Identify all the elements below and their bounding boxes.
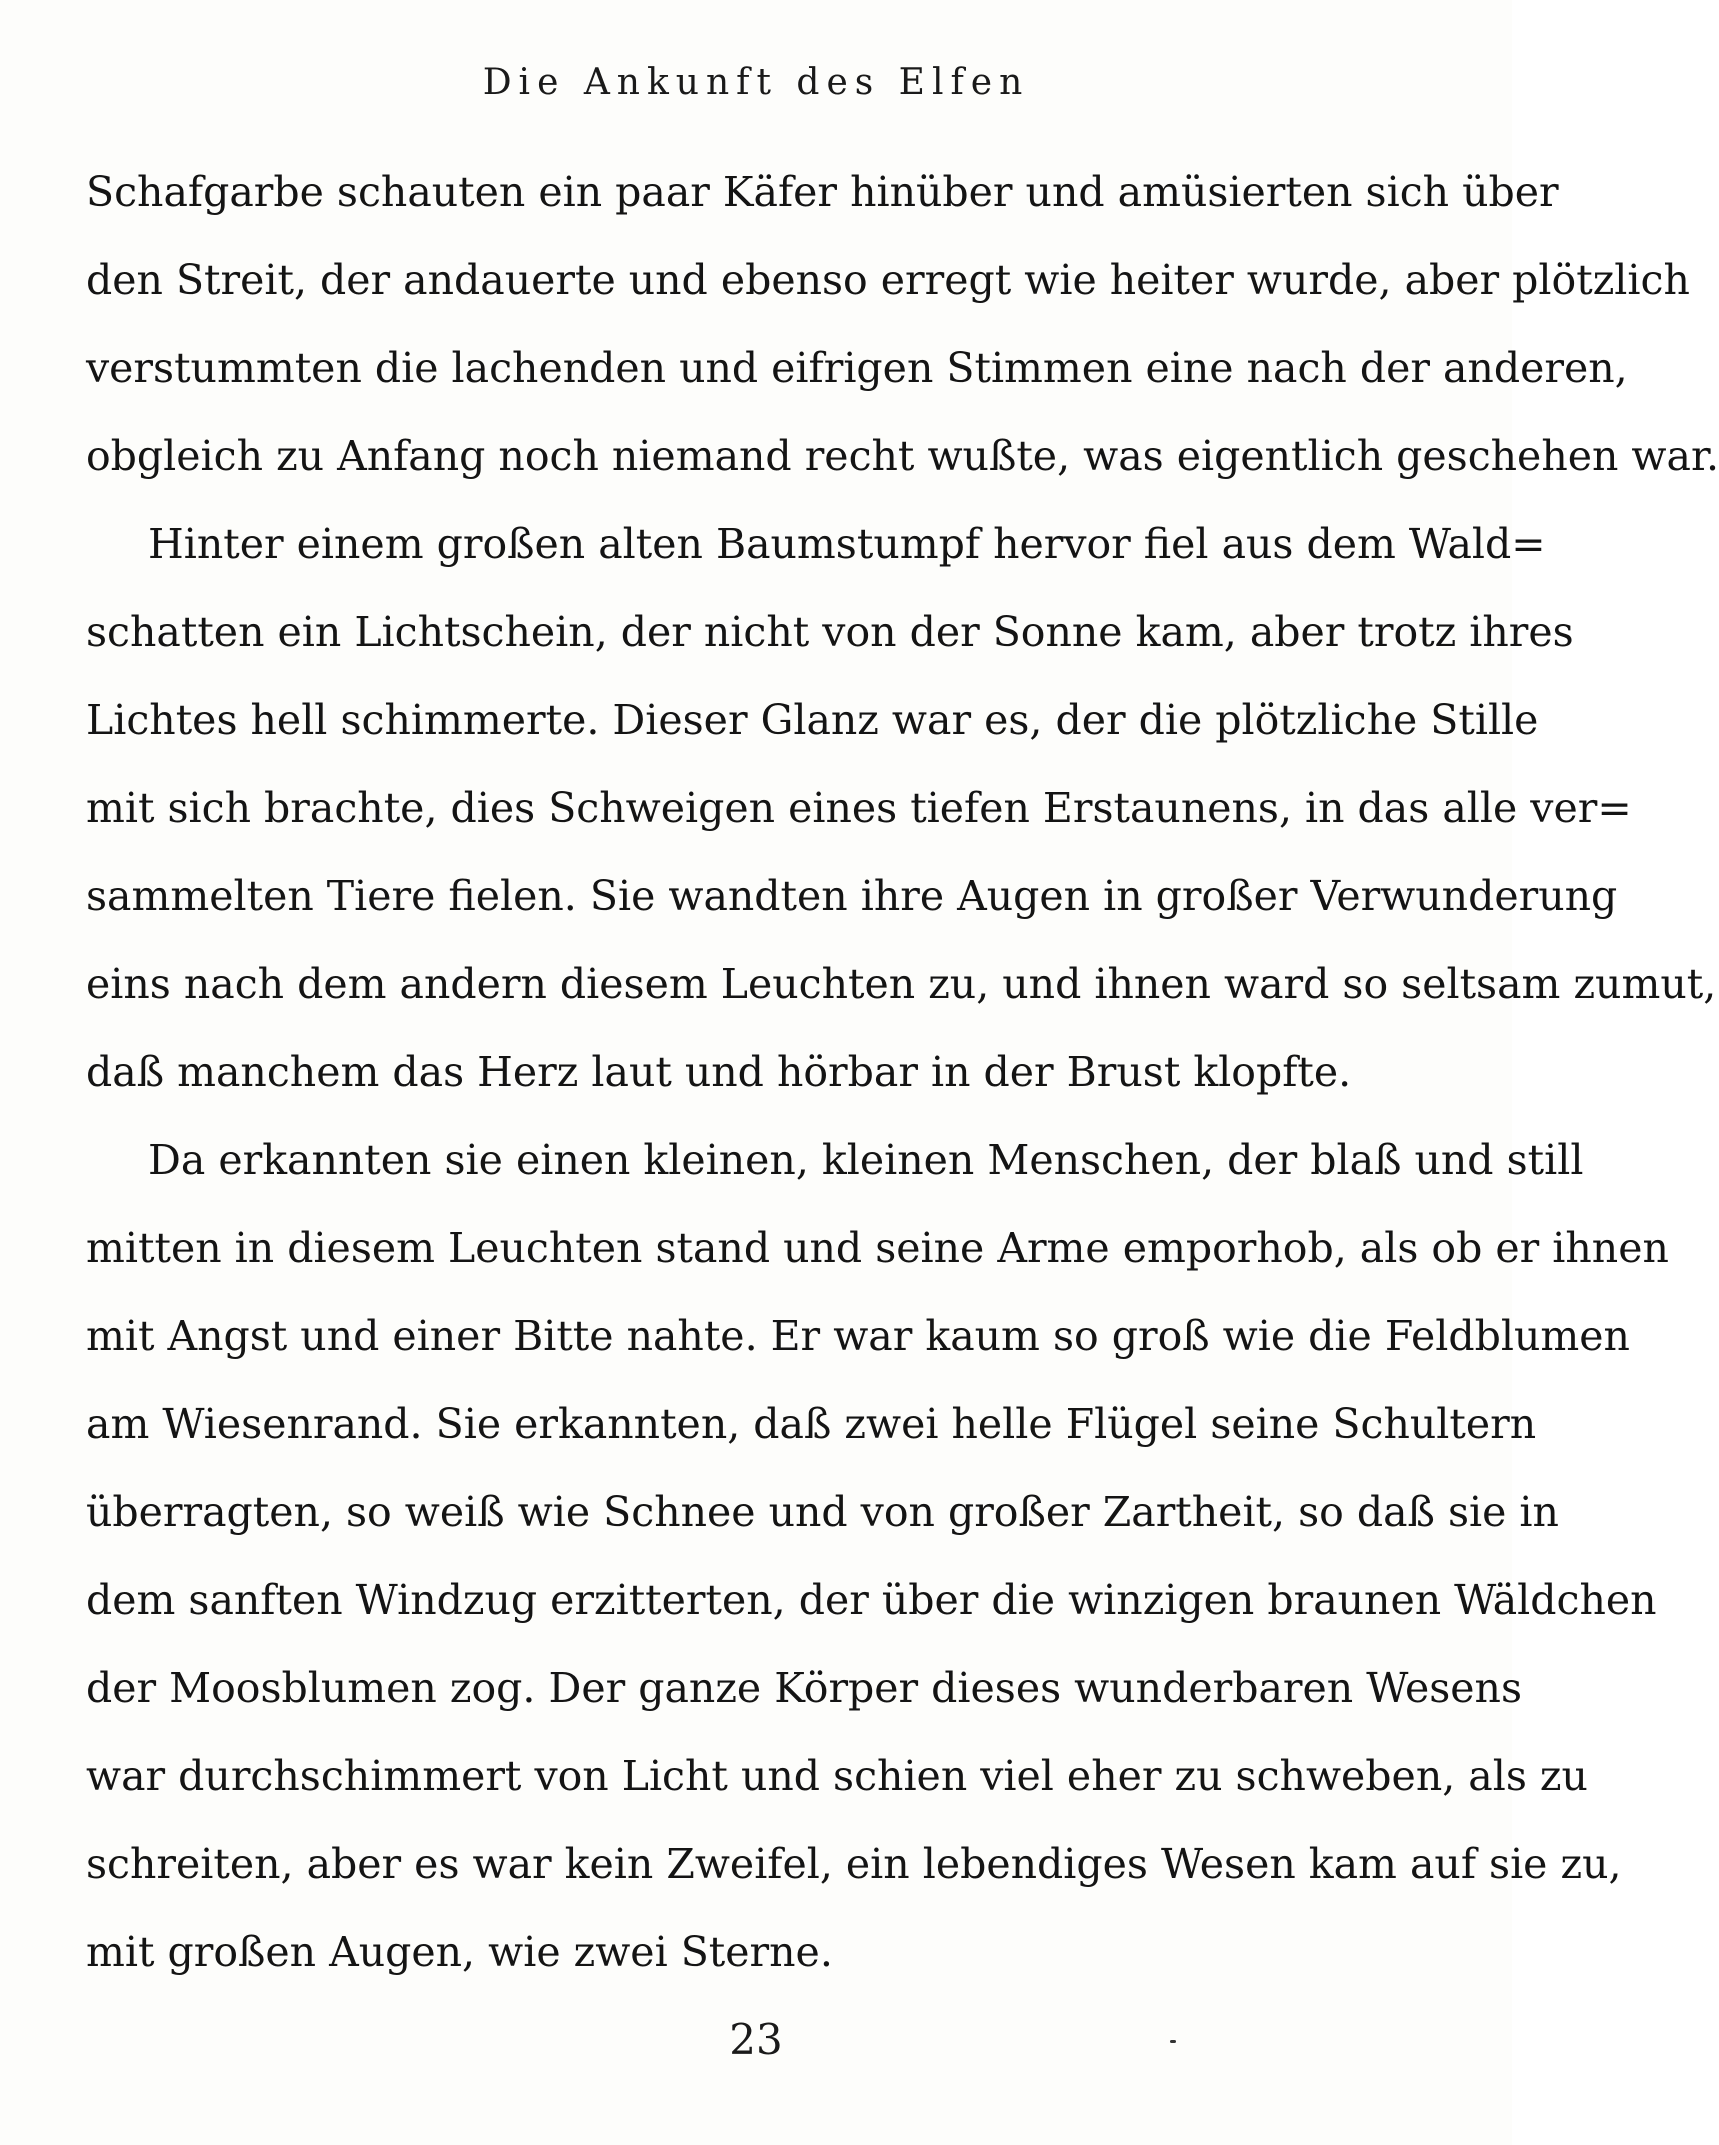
text-line: mit Angst und einer Bitte nahte. Er war kaum so groß wie die Feldblumen <box>86 1312 1630 1360</box>
text-line: daß manchem das Herz laut und hörbar in der Brust klopfte. <box>86 1048 1352 1096</box>
body-text <box>86 148 1719 1996</box>
text-line: war durchschimmert von Licht und schien viel eher zu schweben, als zu <box>86 1752 1588 1800</box>
text-line: sammelten Tiere fielen. Sie wandten ihre Augen in großer Verwunderung <box>86 872 1618 920</box>
text-line: der Moosblumen zog. Der ganze Körper dieses wunderbaren Wesens <box>86 1664 1523 1712</box>
text-line: verstummten die lachenden und eifrigen Stimmen eine nach der anderen, <box>86 344 1628 392</box>
text-line: schatten ein Lichtschein, der nicht von der Sonne kam, aber trotz ihres <box>86 608 1574 656</box>
text-line: am Wiesenrand. Sie erkannten, daß zwei helle Flügel seine Schultern <box>86 1400 1537 1448</box>
text-line: schreiten, aber es war kein Zweifel, ein lebendiges Wesen kam auf sie zu, <box>86 1840 1622 1888</box>
text-line: Da erkannten sie einen kleinen, kleinen Menschen, der blaß und still <box>148 1136 1584 1184</box>
text-line: Lichtes hell schimmerte. Dieser Glanz war es, der die plötzliche Stille <box>86 696 1539 744</box>
text-line: den Streit, der andauerte und ebenso erregt wie heiter wurde, aber plötzlich <box>86 256 1690 304</box>
text-line: mitten in diesem Leuchten stand und seine Arme emporhob, als ob er ihnen <box>86 1224 1669 1272</box>
text-line: eins nach dem andern diesem Leuchten zu, und ihnen ward so seltsam zumut, <box>86 960 1717 1008</box>
text-line: mit sich brachte, dies Schweigen eines tiefen Erstaunens, in das alle ver= <box>86 784 1632 832</box>
page-number: 23 <box>729 2015 783 2064</box>
text-line: dem sanften Windzug erzitterten, der über die winzigen braunen Wäldchen <box>86 1576 1657 1624</box>
text-line: Hinter einem großen alten Baumstumpf hervor fiel aus dem Wald= <box>148 520 1546 568</box>
running-head: Die Ankunft des Elfen <box>482 62 1030 103</box>
text-line: obgleich zu Anfang noch niemand recht wußte, was eigentlich geschehen war. <box>86 432 1719 480</box>
text-line: mit großen Augen, wie zwei Sterne. <box>86 1928 833 1976</box>
ink-speck <box>1170 2040 1176 2043</box>
text-line: überragten, so weiß wie Schnee und von großer Zartheit, so daß sie in <box>86 1488 1559 1536</box>
text-line: Schafgarbe schauten ein paar Käfer hinüber und amüsierten sich über <box>86 168 1559 216</box>
